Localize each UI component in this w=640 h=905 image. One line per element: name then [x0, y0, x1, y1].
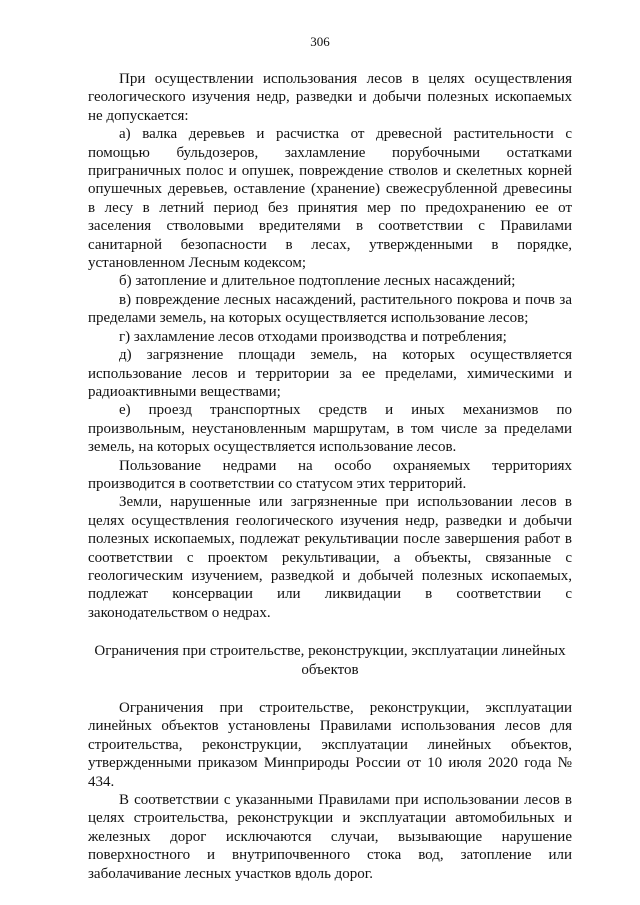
restriction-item-v: в) повреждение лесных насаждений, растительного покрова и почв за пределами земель, на которых осуществляется использование лесов;: [88, 291, 572, 327]
intro-paragraph: При осуществлении использования лесов в целях осуществления геологического изучения недр, разведки и добычи полезных ископаемых не допускается:: [88, 71, 572, 124]
spacer: [88, 622, 572, 642]
restriction-item-g: г) захламление лесов отходами производства и потребления;: [119, 328, 507, 345]
section-heading: Ограничения при строительстве, реконструкции, эксплуатации линейных объектов: [94, 643, 566, 678]
restriction-item-e: е) проезд транспортных средств и иных механизмов по произвольным, неустановленным маршрутам, в том числе за пределами земель, на которых осуществляется использование лесов.: [88, 402, 572, 456]
protected-areas-paragraph: Пользование недрами на особо охраняемых территориях производится в соответствии со статусом этих территорий.: [88, 457, 572, 492]
restriction-item-a: а) валка деревьев и расчистка от древесной растительности с помощью бульдозеров, захламление порубочными остатками приграничных полос и опушек, повреждение стволов и скелетных корней опушечных деревьев, оставление (хранение) свежесрубленной древесины в лесу в летний период без принятия мер по предохранению ее от заселения стволовыми вредителями в соответствии с Правилами санитарной безопасности в лесах, утвержденными в порядке, установленном Лесным кодексом;: [88, 126, 572, 272]
spacer: [88, 679, 572, 699]
roads-paragraph: В соответствии с указанными Правилами при использовании лесов в целях строительства, реконструкции и эксплуатации автомобильных и железных дорог исключаются случаи, вызывающие нарушение поверхностного и внутрипочвенного стока вод, затопление или заболачивание лесных участков вдоль дорог.: [88, 792, 572, 882]
document-body: [88, 70, 572, 883]
linear-objects-paragraph: Ограничения при строительстве, реконструкции, эксплуатации линейных объектов установлены Правилами использования лесов для строительства, реконструкции, эксплуатации линейных объектов, утвержденными приказом Минприроды России от 10 июля 2020 года № 434.: [88, 700, 572, 790]
reclamation-paragraph: Земли, нарушенные или загрязненные при использовании лесов в целях осуществления геологического изучения недр, разведки и добычи полезных ископаемых, подлежат рекультивации после завершения работ в соответствии с проектом рекультивации, а объекты, связанные с геологическим изучением, разведкой и добычей полезных ископаемых, подлежат консервации или ликвидации в соответствии с законодательством о недрах.: [88, 494, 572, 621]
restriction-item-b: б) затопление и длительное подтопление лесных насаждений;: [119, 273, 516, 290]
page-number: 306: [310, 34, 330, 49]
restriction-item-d: д) загрязнение площади земель, на которых осуществляется использование лесов и территории за ее пределами, химическими и радиоактивными веществами;: [88, 347, 572, 400]
